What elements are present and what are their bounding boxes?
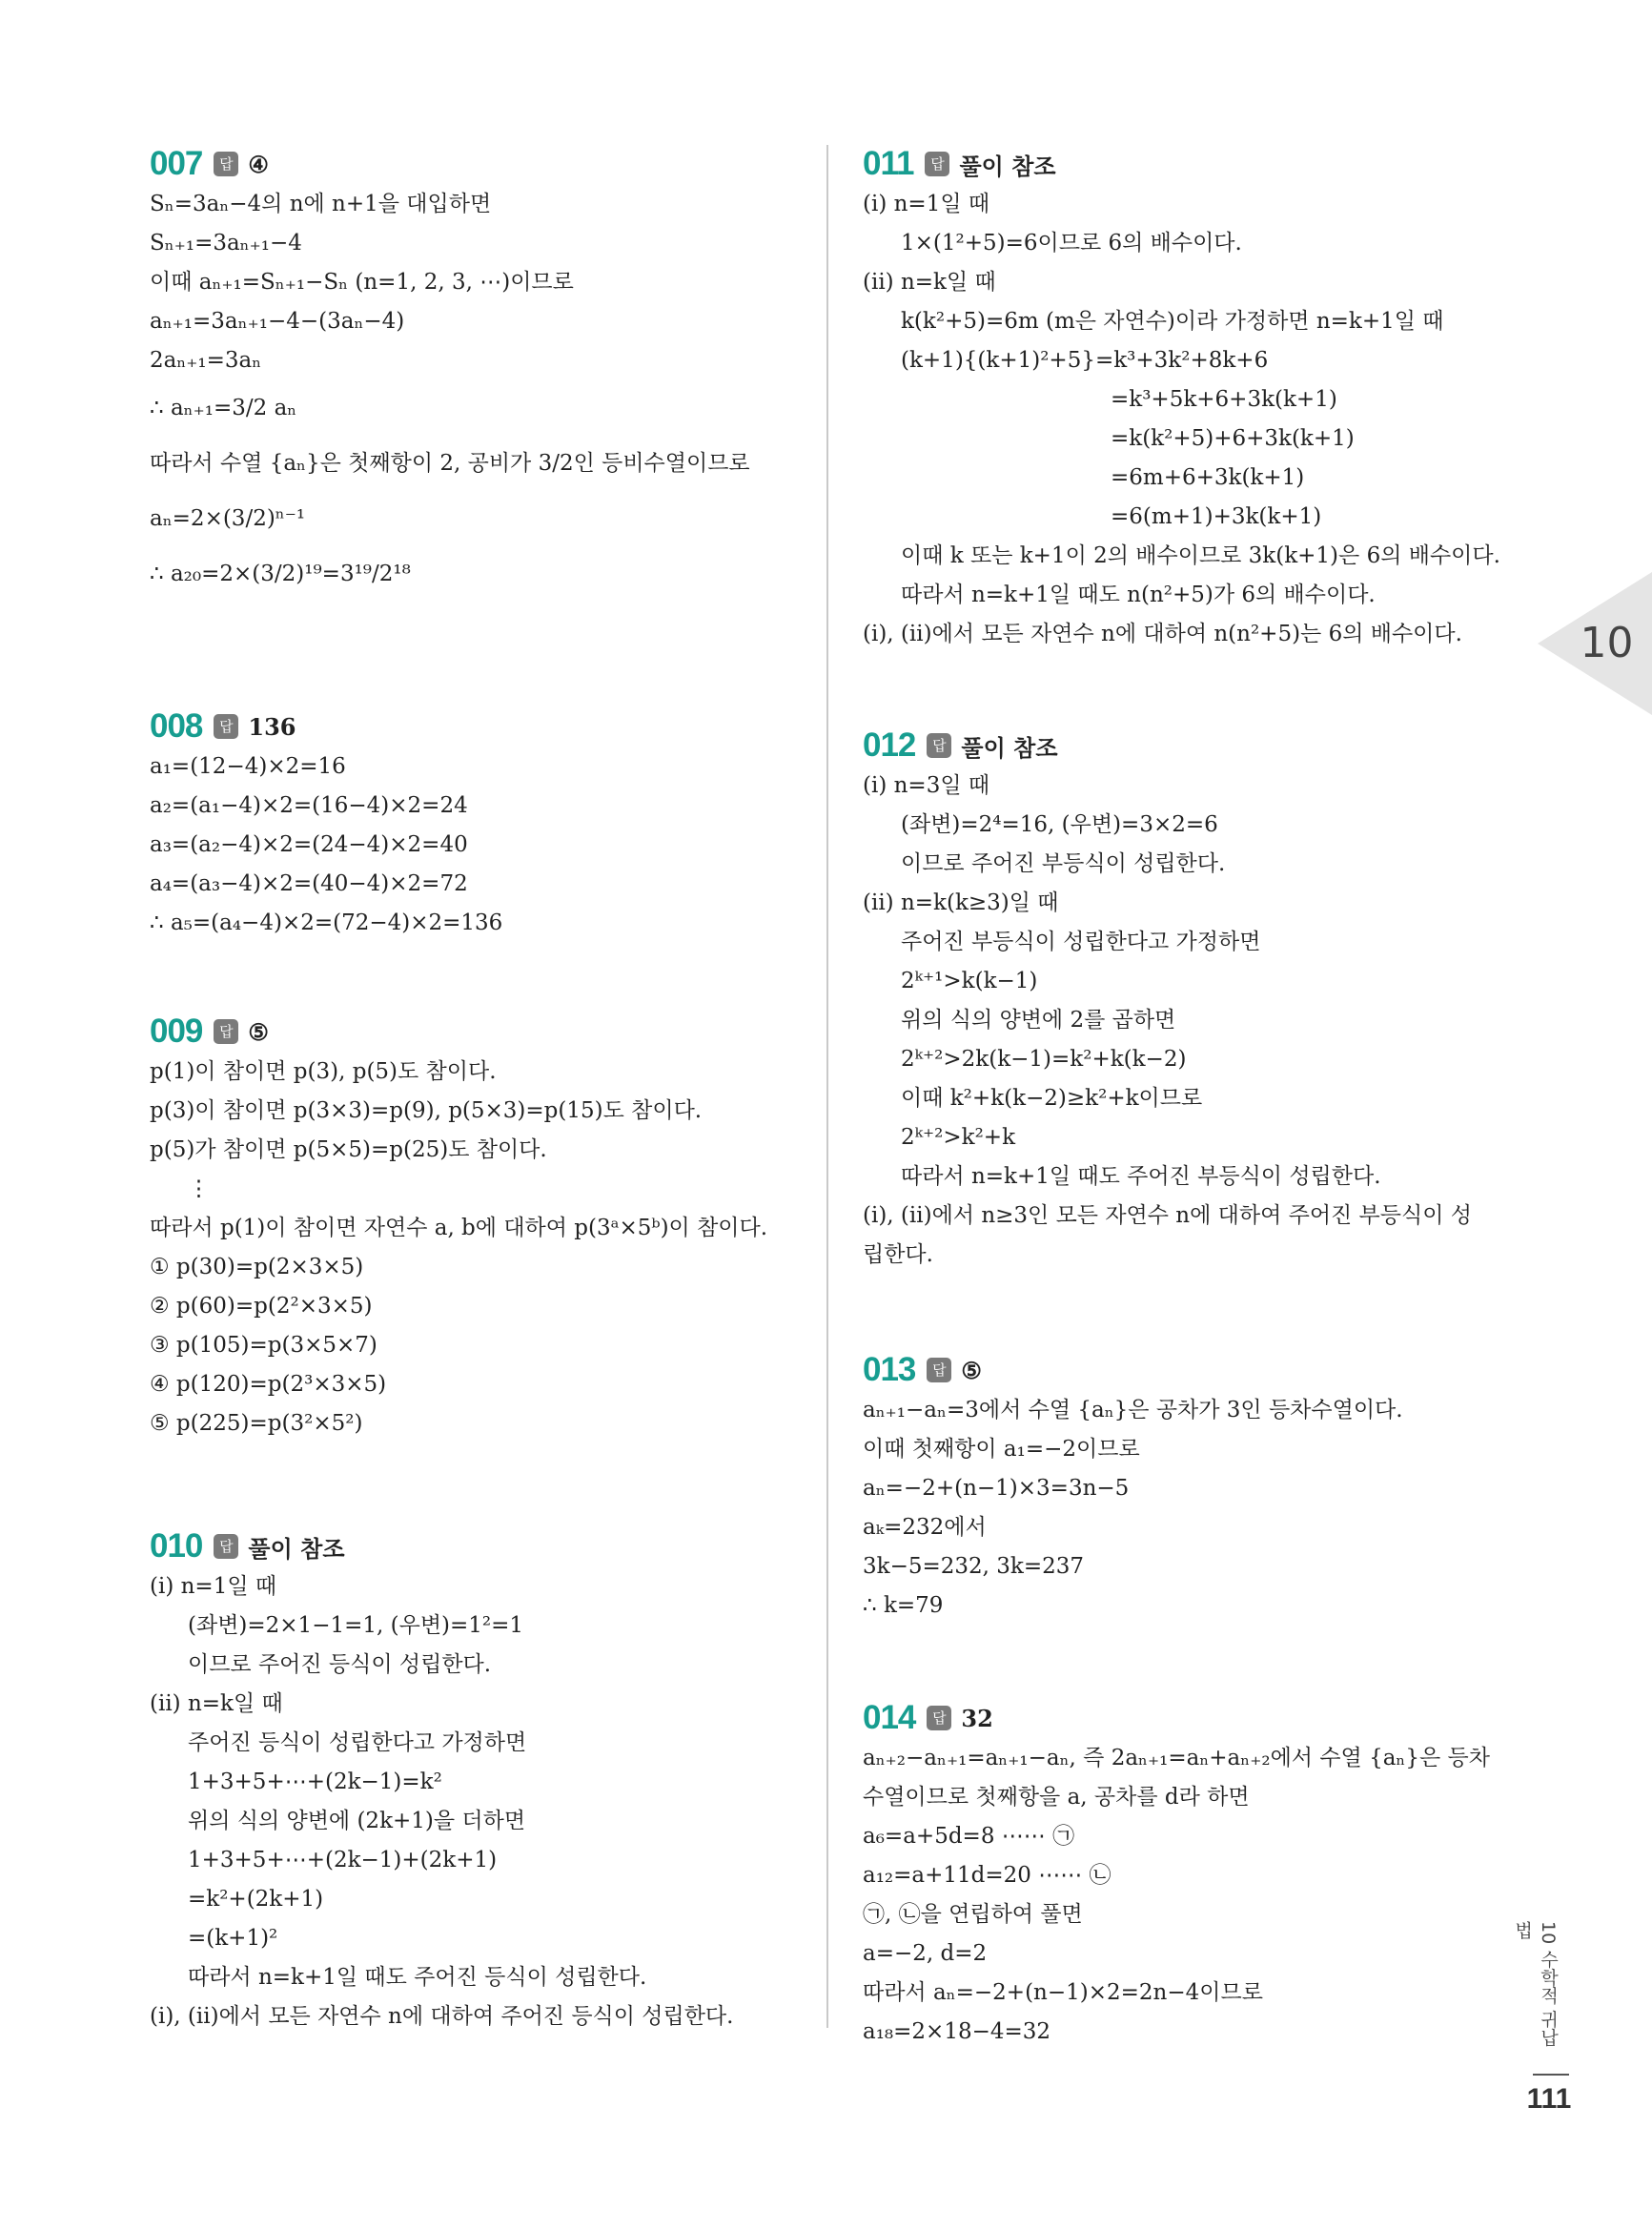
solution-line: a=−2, d=2 xyxy=(863,1941,988,1966)
solution-line: a₂=(a₁−4)×2=(16−4)×2=24 xyxy=(150,793,468,818)
solution-line: =k(k²+5)+6+3k(k+1) xyxy=(1111,426,1355,451)
solution-line: (ⅱ) n=k(k≥3)일 때 xyxy=(863,890,1059,915)
problem-header xyxy=(863,725,1520,767)
answer-value: 풀이 참조 xyxy=(959,152,1056,180)
problem-header xyxy=(150,1011,817,1053)
solution-line: 위의 식의 양변에 (2k+1)을 더하면 xyxy=(188,1809,526,1833)
problem-header xyxy=(863,143,1520,185)
problem-013 xyxy=(863,1349,1520,1626)
answer-badge-icon: 답 xyxy=(927,1358,951,1382)
solution-line: 이므로 주어진 등식이 성립한다. xyxy=(188,1652,492,1677)
problem-008 xyxy=(150,706,817,943)
solution-line: ∴ a₅=(a₄−4)×2=(72−4)×2=136 xyxy=(150,910,503,935)
answer-value: 풀이 참조 xyxy=(248,1534,345,1563)
answer-value: ④ xyxy=(248,150,269,178)
answer-value: ⑤ xyxy=(248,1017,269,1046)
problem-014 xyxy=(863,1697,1520,2052)
problem-header xyxy=(150,706,817,747)
solution-line: 1+3+5+⋯+(2k−1)=k² xyxy=(188,1770,442,1794)
answer-badge-icon: 답 xyxy=(927,1706,951,1730)
problem-header xyxy=(863,1349,1520,1391)
solution-line: a₁₈=2×18−4=32 xyxy=(863,2019,1051,2044)
footer-rule xyxy=(1533,2074,1569,2076)
solution-line: aₙ₊₁=3aₙ₊₁−4−(3aₙ−4) xyxy=(150,309,405,334)
solution-line: 따라서 n=k+1일 때도 주어진 등식이 성립한다. xyxy=(188,1965,647,1990)
solution-line: a₆=a+5d=8 ⋯⋯ ㉠ xyxy=(863,1824,1075,1849)
answer-badge-icon: 답 xyxy=(214,1019,238,1044)
solution-line: (ⅰ), (ⅱ)에서 모든 자연수 n에 대하여 주어진 등식이 성립한다. xyxy=(150,2004,734,2029)
problem-number: 009 xyxy=(150,1013,203,1050)
solution-line: ④ p(120)=p(2³×3×5) xyxy=(150,1372,387,1397)
solution-line: (k+1){(k+1)²+5}=k³+3k²+8k+6 xyxy=(901,348,1269,373)
problem-number: 011 xyxy=(863,145,914,182)
solution-line: (ⅰ) n=1일 때 xyxy=(863,192,990,216)
problem-011 xyxy=(863,143,1520,654)
problem-header xyxy=(863,1697,1520,1739)
problem-number: 010 xyxy=(150,1527,203,1565)
solution-line: aₖ=232에서 xyxy=(863,1515,987,1540)
solution-line: p(1)이 참이면 p(3), p(5)도 참이다. xyxy=(150,1059,497,1084)
solution-line: 이때 aₙ₊₁=Sₙ₊₁−Sₙ (n=1, 2, 3, ⋯)이므로 xyxy=(150,270,574,295)
solution-line: 이때 첫째항이 a₁=−2이므로 xyxy=(863,1437,1140,1462)
answer-badge-icon: 답 xyxy=(214,152,238,176)
solution-line: (ⅰ), (ⅱ)에서 n≥3인 모든 자연수 n에 대하여 주어진 부등식이 성 xyxy=(863,1203,1472,1228)
problem-header xyxy=(150,143,817,185)
solution-line: aₙ₊₁−aₙ=3에서 수열 {aₙ}은 공차가 3인 등차수열이다. xyxy=(863,1398,1403,1422)
solution-line: ∴ a₂₀=2×(3/2)¹⁹=3¹⁹/2¹⁸ xyxy=(150,562,411,586)
solution-line: Sₙ₊₁=3aₙ₊₁−4 xyxy=(150,231,302,256)
solution-line: 1+3+5+⋯+(2k−1)+(2k+1) xyxy=(188,1848,498,1872)
side-tab-number: 10 xyxy=(1580,619,1634,667)
solution-line: aₙ₊₂−aₙ₊₁=aₙ₊₁−aₙ, 즉 2aₙ₊₁=aₙ+aₙ₊₂에서 수열 {aₙ}은 등차 xyxy=(863,1746,1490,1770)
answer-value: 풀이 참조 xyxy=(961,733,1058,762)
solution-line: 2ᵏ⁺²>2k(k−1)=k²+k(k−2) xyxy=(901,1047,1187,1072)
page-number: 111 xyxy=(1526,2083,1572,2115)
solution-line: (ⅰ) n=3일 때 xyxy=(863,773,990,798)
solution-line: ∴ aₙ₊₁=3/2 aₙ xyxy=(150,396,297,420)
solution-line: aₙ=2×(3/2)ⁿ⁻¹ xyxy=(150,506,306,531)
answer-badge-icon: 답 xyxy=(214,714,238,739)
solution-line: a₄=(a₃−4)×2=(40−4)×2=72 xyxy=(150,871,468,896)
solution-line: ① p(30)=p(2×3×5) xyxy=(150,1255,364,1279)
solution-line: ㉠, ㉡을 연립하여 풀면 xyxy=(863,1902,1083,1927)
solution-line: =k³+5k+6+3k(k+1) xyxy=(1111,387,1337,412)
solution-line: =k²+(2k+1) xyxy=(188,1887,324,1912)
solution-line: Sₙ=3aₙ−4의 n에 n+1을 대입하면 xyxy=(150,192,492,216)
column-divider xyxy=(826,145,828,2028)
solution-line: 수열이므로 첫째항을 a, 공차를 d라 하면 xyxy=(863,1785,1250,1810)
solution-line: 주어진 부등식이 성립한다고 가정하면 xyxy=(901,930,1261,954)
solution-line: k(k²+5)=6m (m은 자연수)이라 가정하면 n=k+1일 때 xyxy=(901,309,1444,334)
solution-line: p(3)이 참이면 p(3×3)=p(9), p(5×3)=p(15)도 참이다. xyxy=(150,1098,703,1123)
problem-009 xyxy=(150,1011,817,1443)
solution-line: (좌변)=2⁴=16, (우변)=3×2=6 xyxy=(901,812,1218,837)
solution-line: ⑤ p(225)=p(3²×5²) xyxy=(150,1411,363,1436)
solution-line: (ⅱ) n=k일 때 xyxy=(863,270,996,295)
solution-line: 따라서 n=k+1일 때도 주어진 부등식이 성립한다. xyxy=(901,1164,1381,1189)
solution-line: ⋮ xyxy=(188,1176,210,1201)
solution-line: p(5)가 참이면 p(5×5)=p(25)도 참이다. xyxy=(150,1137,547,1162)
solution-line: 따라서 p(1)이 참이면 자연수 a, b에 대하여 p(3ᵃ×5ᵇ)이 참이다. xyxy=(150,1216,768,1240)
solution-line: 이므로 주어진 부등식이 성립한다. xyxy=(901,851,1226,876)
solution-line: (좌변)=2×1−1=1, (우변)=1²=1 xyxy=(188,1613,524,1638)
solution-line: 이때 k 또는 k+1이 2의 배수이므로 3k(k+1)은 6의 배수이다. xyxy=(901,543,1500,568)
solution-line: 위의 식의 양변에 2를 곱하면 xyxy=(901,1008,1176,1033)
problem-number: 013 xyxy=(863,1351,916,1388)
answer-value: ⑤ xyxy=(961,1356,982,1384)
solution-line: 이때 k²+k(k−2)≥k²+k이므로 xyxy=(901,1086,1203,1111)
problem-header xyxy=(150,1525,817,1567)
solution-line: 2aₙ₊₁=3aₙ xyxy=(150,348,262,373)
problem-007 xyxy=(150,143,817,602)
solution-line: 따라서 aₙ=−2+(n−1)×2=2n−4이므로 xyxy=(863,1980,1263,2005)
chapter-side-tab xyxy=(1538,572,1652,715)
solution-line: =(k+1)² xyxy=(188,1926,278,1951)
solution-line: aₙ=−2+(n−1)×3=3n−5 xyxy=(863,1476,1130,1501)
solution-line: (ⅰ) n=1일 때 xyxy=(150,1574,277,1599)
solution-line: 따라서 n=k+1일 때도 n(n²+5)가 6의 배수이다. xyxy=(901,583,1376,607)
solution-line: 2ᵏ⁺²>k²+k xyxy=(901,1125,1016,1150)
solution-line: 1×(1²+5)=6이므로 6의 배수이다. xyxy=(901,231,1242,256)
solution-line: 따라서 수열 {aₙ}은 첫째항이 2, 공비가 3/2인 등비수열이므로 xyxy=(150,451,750,476)
answer-value: 136 xyxy=(248,712,296,741)
answer-value: 32 xyxy=(961,1704,993,1732)
solution-line: 립한다. xyxy=(863,1242,933,1267)
answer-badge-icon: 답 xyxy=(925,152,949,176)
solution-line: a₃=(a₂−4)×2=(24−4)×2=40 xyxy=(150,832,468,857)
solution-line: a₁=(12−4)×2=16 xyxy=(150,754,346,779)
solution-line: ③ p(105)=p(3×5×7) xyxy=(150,1333,377,1358)
solution-line: a₁₂=a+11d=20 ⋯⋯ ㉡ xyxy=(863,1863,1112,1888)
solution-line: =6m+6+3k(k+1) xyxy=(1111,465,1305,490)
solution-line: 주어진 등식이 성립한다고 가정하면 xyxy=(188,1730,527,1755)
solution-line: 2ᵏ⁺¹>k(k−1) xyxy=(901,969,1038,993)
problem-010 xyxy=(150,1525,817,2036)
solution-line: ∴ k=79 xyxy=(863,1593,944,1618)
problem-number: 008 xyxy=(150,707,203,745)
answer-badge-icon: 답 xyxy=(214,1534,238,1559)
solution-line: (ⅱ) n=k일 때 xyxy=(150,1691,283,1716)
problem-012 xyxy=(863,725,1520,1275)
problem-number: 007 xyxy=(150,145,203,182)
problem-number: 012 xyxy=(863,726,916,764)
solution-line: =6(m+1)+3k(k+1) xyxy=(1111,504,1322,529)
answer-badge-icon: 답 xyxy=(927,733,951,758)
solution-line: ② p(60)=p(2²×3×5) xyxy=(150,1294,373,1319)
problem-number: 014 xyxy=(863,1699,916,1736)
solution-line: 3k−5=232, 3k=237 xyxy=(863,1554,1085,1579)
section-title-vertical: 10 수학적 귀납법 xyxy=(1512,1921,1559,2047)
solution-line: (ⅰ), (ⅱ)에서 모든 자연수 n에 대하여 n(n²+5)는 6의 배수이다. xyxy=(863,622,1462,646)
